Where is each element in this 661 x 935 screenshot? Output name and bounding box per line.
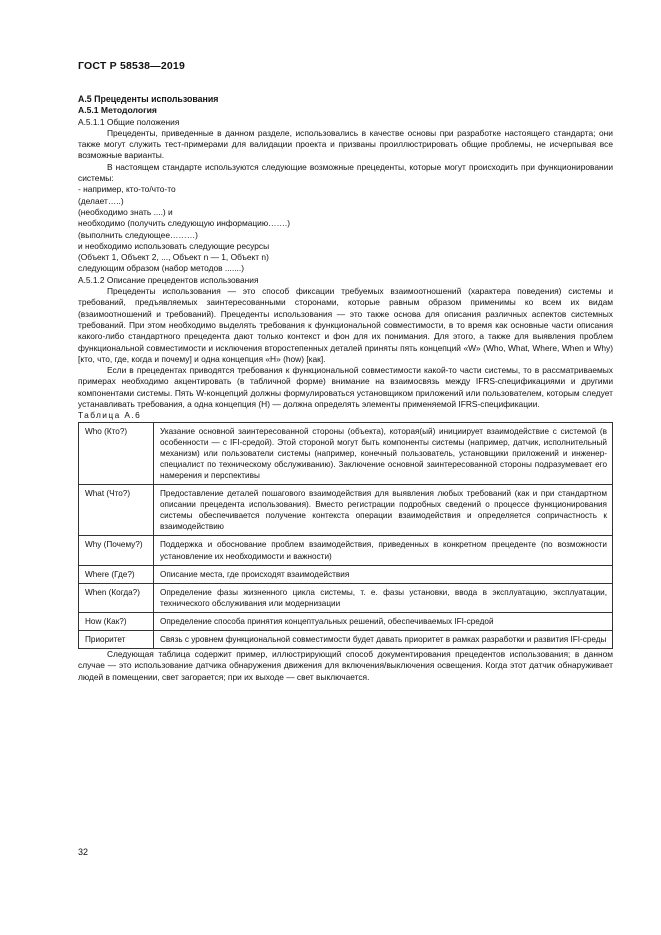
page-number: 32 [78,847,89,857]
subsection-title-methodology: А.5.1 Методология [78,105,157,116]
document-code-header: ГОСТ Р 58538—2019 [78,60,186,72]
table-value-cell: Определение фазы жизненного цикла системы, т. е. фазы установки, ввода в эксплуатацию, эксплуатации, технического обслуживания или модернизации [154,583,613,612]
list-item: (Объект 1, Объект 2, ..., Объект n — 1, Объект n) [78,252,269,263]
section-title: А.5 Прецеденты использования [78,94,219,104]
table-value-cell: Указание основной заинтересованной стороны (объекта), которая(ый) инициирует взаимодействие с системой (в особенности — с IFI-средой). Этой стороной могут быть компоненты системы (например, датчик, исполнительный механизм) или пользователи системы (например, конечный пользователь, установщики приложений и инженер-специалист по техническому обслуживанию). Заключение основной заинтересованной стороны подразумевает его намерения и перспективы [154,422,613,484]
list-item: (делает…..) [78,195,124,206]
list-item: следующим образом (набор методов .......) [78,263,244,274]
subsection-title-general: А.5.1.1 Общие положения [78,116,180,127]
table-value-cell: Описание места, где происходят взаимодействия [154,565,613,583]
usecase-template-list [78,184,613,274]
table-key-cell: Why (Почему?) [79,536,154,565]
table-key-cell: When (Когда?) [79,583,154,612]
paragraph-4: Если в прецедентах приводятся требования к функциональной совместимости какой-то части системы, то в рассматриваемых примерах необходимо акцентировать (в табличной форме) внимание на взаимосвязь между IFRS-спецификациями и другими компонентами системы. Пять W-концепций должны формулироваться установщиком приложений или пользователем, которым следует устанавливать требования, а одна концепция (H) — должна определять элементы применяемой IFRS-спецификации. [78,365,613,410]
table-value-cell: Поддержка и обоснование проблем взаимодействия, приведенных в конкретном прецеденте (по возможности установление их необходимости и важности) [154,536,613,565]
table-row [79,485,613,536]
table-key-cell: Where (Где?) [79,565,154,583]
list-item: необходимо (получить следующую информацию…….) [78,218,291,229]
table-row [79,612,613,630]
list-item: (необходимо знать ....) и [78,206,173,217]
list-item: (выполнить следующее………) [78,229,198,240]
paragraph-1: Прецеденты, приведенные в данном разделе, использовались в качестве основы при разработке настоящего стандарта; они также могут служить тест-примерами для валидации проекта и призваны проиллюстрировать общие проблемы, не исчерпывая все возможные варианты. [78,127,613,161]
table-key-cell: What (Что?) [79,485,154,536]
table-value-cell: Предоставление деталей пошагового взаимодействия для выявления любых требований (как и при стандартном описании прецедента использования). Вместо регистрации подробных сведений о процессе функционирования системы обеспечивается получение контекста операции взаимодействия и определяется сопричастность к взаимодействию [154,485,613,536]
paragraph-3: Прецеденты использования — это способ фиксации требуемых взаимоотношений (характера поведения) системы и требований, предъявляемых заинтересованными сторонами, которые равным образом применимы ко всем их видам (взаимоотношений и требований). Прецеденты использования — это также основа для описания различных аспектов системных требований. При этом необходимо выделять требования к функциональной совместимости, в то время как основные части описания какого-либо стандартного прецедента дают только контекст и фон для их понимания. Для этого, а также для выявления проблем функциональной совместимости и исключения второстепенных деталей приняты пять концепций «W» (Who, What, Where, When и Why) [кто, что, где, когда и почему] и одна концепция «H» (how) [как]. [78,286,613,364]
list-item: - например, кто-то/что-то [78,184,176,195]
paragraph-2: В настоящем стандарте используются следующие возможные прецеденты, которые могут происходить при функционировании системы: [78,161,613,184]
table-row [79,583,613,612]
list-item: и необходимо использовать следующие ресурсы [78,240,270,251]
table-key-cell: How (Как?) [79,612,154,630]
table-value-cell: Связь с уровнем функциональной совместимости будет давать приоритет в рамках разработки и развития IFI-среды [154,631,613,649]
page-content [78,94,613,683]
subsection-title-description: А.5.1.2 Описание прецедентов использования [78,274,259,285]
table-caption: Таблица А.6 [78,410,142,421]
table-row [79,536,613,565]
table-key-cell: Приоритет [79,631,154,649]
table-row [79,422,613,484]
table-row [79,631,613,649]
table-row [79,565,613,583]
table-key-cell: Who (Кто?) [79,422,154,484]
closing-paragraph: Следующая таблица содержит пример, иллюстрирующий способ документирования прецедентов использования; в данном случае — это использование датчика обнаружения движения для включения/выключения освещения. Когда этот датчик обнаруживает людей в помещении, свет загорается; при их выходе — свет выключается. [78,649,613,682]
concepts-table [78,422,613,650]
table-value-cell: Определение способа принятия концептуальных решений, обеспечиваемых IFI-средой [154,612,613,630]
